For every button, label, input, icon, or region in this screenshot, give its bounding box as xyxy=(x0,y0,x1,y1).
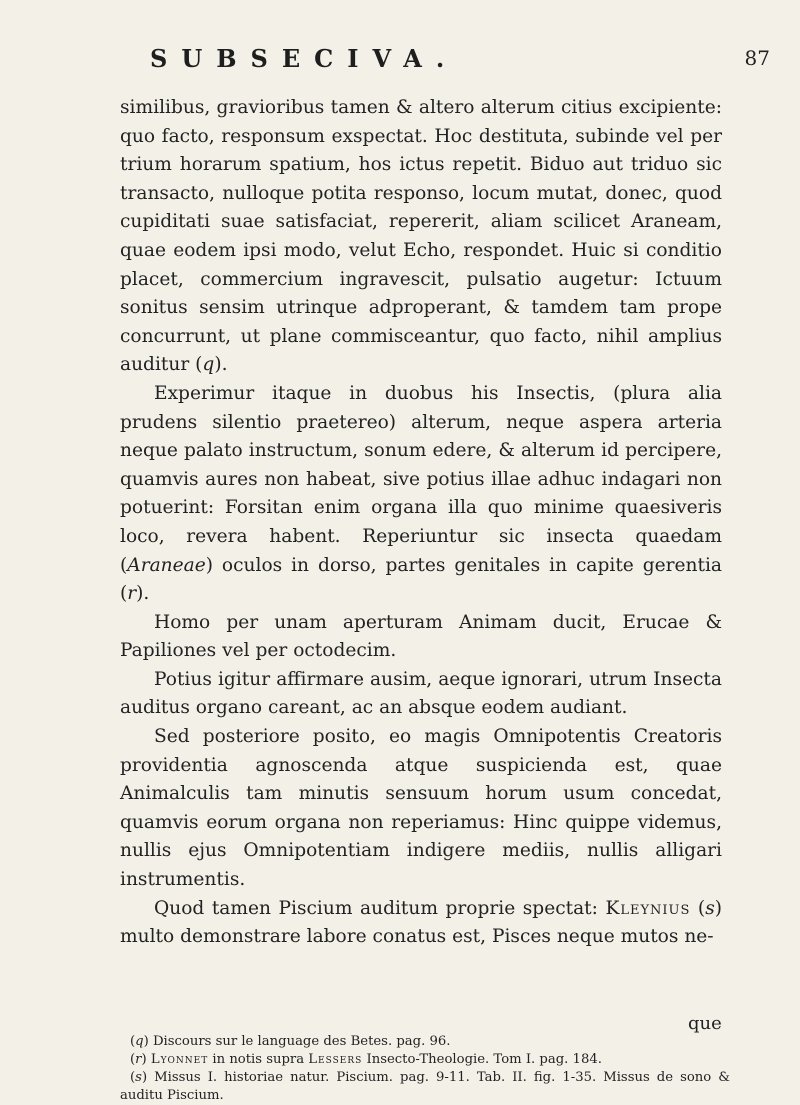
paragraph xyxy=(120,380,722,609)
paragraph xyxy=(120,723,722,895)
paragraph xyxy=(120,895,722,952)
footnotes xyxy=(120,1033,730,1105)
footnote-segment: Lessers xyxy=(308,1052,363,1067)
paragraph-segment: Quod tamen Piscium auditum proprie spectat: xyxy=(154,897,606,919)
footnote-segment: in notis supra xyxy=(208,1052,309,1067)
paragraph-segment: ) multo demonstrare labore conatus est, Pisces neque mutos ne- xyxy=(120,897,722,948)
footnote-segment: ) xyxy=(141,1052,151,1067)
paragraph-segment: s xyxy=(705,897,715,919)
page-header xyxy=(150,44,770,73)
footnote-segment: ( xyxy=(130,1034,136,1049)
running-title: SUBSECIVA. xyxy=(150,44,459,73)
paragraph-segment: Experimur itaque in duobus his Insectis, (plura alia prudens silentio praetereo) alterum, neque aspera arteria neque palato instructum, sonum edere, & alterum id percipere, quamvis aures non habeat, sive potius illae adhuc indagari non potuerint: Forsitan enim organa illa quo minime quaesiveris loco, revera habent. Reperiuntur sic insecta quaedam ( xyxy=(120,382,722,576)
body-text xyxy=(120,94,722,952)
paragraph-segment: Kleynius xyxy=(605,897,691,919)
paragraph-segment: r xyxy=(127,583,137,605)
paragraph-segment: Potius igitur affirmare ausim, aeque ignorari, utrum Insecta auditus organo careant, ac an absque eodem audiant. xyxy=(120,668,722,719)
footnote xyxy=(120,1051,730,1069)
paragraph-segment: ( xyxy=(690,897,706,919)
footnote-segment: ) Missus I. historiae natur. Piscium. pag. 9-11. Tab. II. fig. 1-35. Missus de sono & auditu Piscium. xyxy=(120,1070,730,1103)
footnote-segment: q xyxy=(135,1034,144,1049)
paragraph-segment: Homo per unam aperturam Animam ducit, Erucae & Papiliones vel per octodecim. xyxy=(120,611,722,662)
paragraph-segment: ). xyxy=(214,354,228,376)
paragraph xyxy=(120,666,722,723)
paragraph-segment: similibus, gravioribus tamen & altero alterum citius excipiente: quo facto, responsum exspectat. Hoc destituta, subinde vel per trium horarum spatium, hos ictus repetit. Biduo aut triduo sic transacto, nulloque potita responso, locum mutat, donec, quod cupiditati suae satisfaciat, repererit, aliam scilicet Araneam, quae eodem ipsi modo, velut Echo, respondet. Huic si conditio placet, commercium ingravescit, pulsatio augetur: Ictuum sonitus sensim utrinque adproperant, & tamdem tam prope concurrunt, ut plane commisceantur, quo facto, nihil amplius auditur ( xyxy=(120,97,722,376)
paragraph-segment: ) oculos in dorso, partes genitales in capite gerentia ( xyxy=(120,554,722,605)
paragraph-segment: q xyxy=(202,354,215,376)
paragraph-segment: Araneae xyxy=(127,554,206,576)
page-number: 87 xyxy=(744,46,770,70)
footnote-segment: ( xyxy=(130,1052,136,1067)
catchword: que xyxy=(688,1013,722,1034)
footnote-segment: ) Discours sur le language des Betes. pag. 96. xyxy=(143,1034,451,1049)
footnote xyxy=(120,1033,730,1051)
paragraph-segment: ). xyxy=(136,583,150,605)
footnote-segment: r xyxy=(135,1052,142,1067)
paragraph-segment: Sed posteriore posito, eo magis Omnipotentis Creatoris providentia agnoscenda atque suspicienda est, quae Animalculis tam minutis sensuum horum usum concedat, quamvis eorum organa non reperiamus: Hinc quippe videmus, nullis ejus Omnipotentiam indigere mediis, nullis alligari instrumentis. xyxy=(120,726,722,891)
footnote-segment: ( xyxy=(130,1070,136,1085)
footnote-segment: Lyonnet xyxy=(150,1052,209,1067)
footnote xyxy=(120,1069,730,1105)
footnote-segment: s xyxy=(135,1070,142,1085)
paragraph xyxy=(120,609,722,666)
paragraph xyxy=(120,94,722,380)
footnote-segment: Insecto-Theologie. Tom I. pag. 184. xyxy=(362,1052,602,1067)
